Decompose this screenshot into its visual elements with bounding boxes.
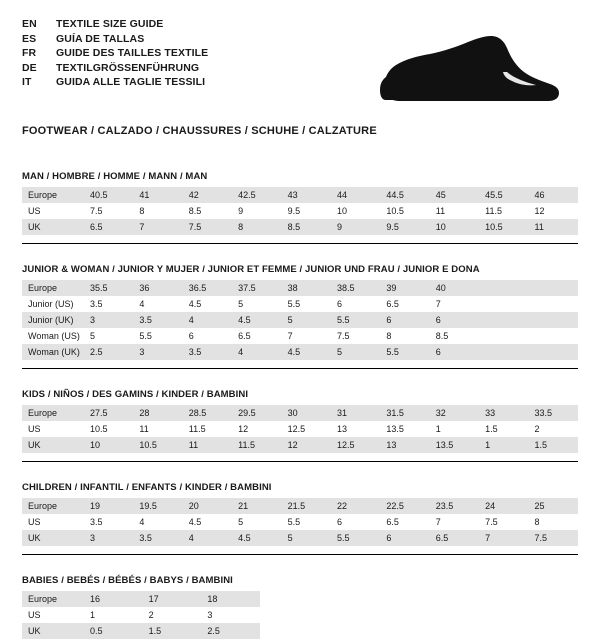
cell: 7 <box>479 530 528 546</box>
language-title-it: GUIDA ALLE TAGLIE TESSILI <box>56 76 206 88</box>
row-label: US <box>28 517 41 527</box>
cell: 13.5 <box>430 437 479 453</box>
table-row <box>22 280 578 296</box>
group-title-man: MAN / HOMBRE / HOMME / MANN / MAN <box>22 171 208 182</box>
cell: 12 <box>238 424 249 434</box>
cell: 45.5 <box>479 187 528 203</box>
group-kids <box>22 389 578 462</box>
group-title-junior-woman: JUNIOR & WOMAN / JUNIOR Y MUJER / JUNIOR ET FEMME / JUNIOR UND FRAU / JUNIOR E DONA <box>22 264 480 275</box>
cell: 6.5 <box>386 299 399 309</box>
cell: 24 <box>479 498 528 514</box>
cell: 8 <box>232 219 281 235</box>
cell: 6 <box>336 299 342 309</box>
cell: 8.5 <box>435 331 449 341</box>
cell: 5.5 <box>287 517 301 527</box>
cell: 44.5 <box>380 187 429 203</box>
table-row <box>22 607 260 623</box>
language-title-table <box>22 18 208 91</box>
cell <box>529 312 578 328</box>
language-row-it <box>22 76 208 91</box>
table-row <box>22 344 578 360</box>
cell: 6.5 <box>84 219 133 235</box>
table-row <box>22 530 578 546</box>
row-label: US <box>28 424 41 434</box>
dress-shoe-icon <box>370 34 560 111</box>
cell: 3.5 <box>90 517 103 527</box>
cell: 5 <box>238 299 244 309</box>
cell <box>529 280 578 296</box>
cell: 6 <box>380 530 429 546</box>
language-code-es: ES <box>22 32 37 45</box>
cell: 16 <box>84 591 143 607</box>
cell: 5.5 <box>331 312 380 328</box>
cell: 5 <box>331 344 380 360</box>
cell: 4.5 <box>232 312 281 328</box>
cell: 30 <box>282 405 331 421</box>
table-row <box>22 328 578 344</box>
cell: 33.5 <box>529 405 578 421</box>
cell: 12.5 <box>331 437 380 453</box>
cell: 6 <box>430 344 479 360</box>
cell: 7 <box>435 299 441 309</box>
cell: 10 <box>84 437 133 453</box>
cell: 2.5 <box>84 344 133 360</box>
cell: 9 <box>331 219 380 235</box>
table-row <box>22 219 578 235</box>
cell: 5 <box>238 517 244 527</box>
cell: 21.5 <box>282 498 331 514</box>
cell: 6.5 <box>238 331 251 341</box>
cell: 4 <box>183 312 232 328</box>
cell: 4.5 <box>282 344 331 360</box>
cell: 1.5 <box>143 623 202 639</box>
cell: 5 <box>90 331 96 341</box>
cell: 4.5 <box>188 299 202 309</box>
row-label: Woman (UK) <box>22 344 84 360</box>
cell: 7 <box>287 331 293 341</box>
table-row <box>22 296 578 312</box>
cell: 36 <box>133 280 182 296</box>
row-label: UK <box>22 623 84 639</box>
cell <box>479 344 528 360</box>
cell: 21 <box>232 498 281 514</box>
table-row <box>22 405 578 421</box>
table-row <box>22 591 260 607</box>
cell: 38.5 <box>331 280 380 296</box>
group-junior-woman <box>22 264 578 369</box>
cell: 3 <box>84 530 133 546</box>
cell: 35.5 <box>84 280 133 296</box>
cell: 3.5 <box>133 312 182 328</box>
group-title-children: CHILDREN / INFANTIL / ENFANTS / KINDER / BAMBINI <box>22 482 272 493</box>
cell: 1.5 <box>485 424 498 434</box>
cell: 9 <box>238 206 244 216</box>
cell: 40.5 <box>84 187 133 203</box>
section-divider <box>22 368 578 369</box>
cell: 46 <box>529 187 578 203</box>
cell: 31.5 <box>380 405 429 421</box>
cell: 44 <box>331 187 380 203</box>
language-code-en: EN <box>22 18 37 30</box>
cell: 36.5 <box>183 280 232 296</box>
cell: 5.5 <box>331 530 380 546</box>
cell: 6 <box>188 331 194 341</box>
cell: 40 <box>430 280 479 296</box>
cell: 42.5 <box>232 187 281 203</box>
cell: 10.5 <box>90 424 108 434</box>
cell: 11 <box>529 219 578 235</box>
cell: 18 <box>201 591 260 607</box>
group-title-babies: BABIES / BEBÉS / BÉBÉS / BABYS / BAMBINI <box>22 575 233 586</box>
cell: 7.5 <box>485 517 498 527</box>
cell: 45 <box>430 187 479 203</box>
cell: 28 <box>133 405 182 421</box>
cell: 6 <box>430 312 479 328</box>
cell: 13 <box>336 424 347 434</box>
cell: 4 <box>232 344 281 360</box>
cell: 1.5 <box>529 437 578 453</box>
group-title-kids: KIDS / NIÑOS / DES GAMINS / KINDER / BAMBINI <box>22 389 249 400</box>
cell: 5 <box>282 530 331 546</box>
cell: 7 <box>435 517 441 527</box>
cell: 6.5 <box>430 530 479 546</box>
row-label: Europe <box>22 405 84 421</box>
cell: 6 <box>336 517 342 527</box>
row-label: US <box>28 610 41 620</box>
table-row <box>22 498 578 514</box>
language-row-es <box>22 33 208 48</box>
language-row-fr <box>22 47 208 62</box>
row-label: Europe <box>22 187 84 203</box>
cell: 1 <box>479 437 528 453</box>
cell: 3 <box>207 610 213 620</box>
cell: 3.5 <box>183 344 232 360</box>
cell: 11 <box>435 206 446 216</box>
row-label: Europe <box>22 591 84 607</box>
section-divider <box>22 461 578 462</box>
language-code-de: DE <box>22 61 37 74</box>
cell: 8.5 <box>282 219 331 235</box>
size-table-man <box>22 187 578 235</box>
language-title-en: TEXTILE SIZE GUIDE <box>56 18 164 30</box>
cell <box>529 344 578 360</box>
cell: 10 <box>430 219 479 235</box>
cell: 28.5 <box>183 405 232 421</box>
cell: 22.5 <box>380 498 429 514</box>
language-code-it: IT <box>22 76 32 88</box>
cell: 4 <box>183 530 232 546</box>
cell: 29.5 <box>232 405 281 421</box>
cell: 3.5 <box>90 299 103 309</box>
language-row-en <box>22 18 208 33</box>
cell: 11 <box>139 424 149 434</box>
cell: 8 <box>139 206 145 216</box>
cell: 6.5 <box>386 517 399 527</box>
cell <box>479 312 528 328</box>
table-row <box>22 437 578 453</box>
row-label: UK <box>22 437 84 453</box>
cell: 12 <box>282 437 331 453</box>
table-row <box>22 514 578 530</box>
cell: 17 <box>143 591 202 607</box>
row-label: Europe <box>22 498 84 514</box>
cell: 4.5 <box>232 530 281 546</box>
cell: 3 <box>84 312 133 328</box>
cell: 33 <box>479 405 528 421</box>
cell <box>479 296 528 312</box>
row-label: Junior (US) <box>28 299 74 309</box>
cell: 6 <box>380 312 429 328</box>
language-row-de <box>22 62 208 77</box>
cell: 37.5 <box>232 280 281 296</box>
cell: 4.5 <box>188 517 202 527</box>
cell: 27.5 <box>84 405 133 421</box>
page-title: FOOTWEAR / CALZADO / CHAUSSURES / SCHUHE / CALZATURE <box>22 125 377 137</box>
cell: 31 <box>331 405 380 421</box>
cell: 7.5 <box>90 206 103 216</box>
cell: 11.5 <box>485 206 502 216</box>
row-label: UK <box>22 219 84 235</box>
cell: 10.5 <box>386 206 404 216</box>
table-row <box>22 623 260 639</box>
cell: 32 <box>430 405 479 421</box>
header <box>22 18 578 111</box>
cell: 41 <box>133 187 182 203</box>
size-table-children <box>22 498 578 546</box>
cell: 2.5 <box>201 623 260 639</box>
cell: 10 <box>336 206 347 216</box>
section-divider <box>22 243 578 244</box>
group-babies <box>22 575 578 639</box>
cell: 13.5 <box>386 424 404 434</box>
cell: 4 <box>139 517 145 527</box>
cell: 5.5 <box>287 299 301 309</box>
cell: 42 <box>183 187 232 203</box>
cell: 8.5 <box>188 206 202 216</box>
section-divider <box>22 554 578 555</box>
cell: 43 <box>282 187 331 203</box>
cell: 11.5 <box>188 424 206 434</box>
language-title-es: GUÍA DE TALLAS <box>56 32 145 45</box>
language-title-fr: GUIDE DES TAILLES TEXTILE <box>56 47 209 59</box>
group-man <box>22 171 578 244</box>
cell: 8 <box>534 517 540 527</box>
cell: 7 <box>133 219 182 235</box>
cell: 2 <box>148 610 154 620</box>
cell: 12 <box>534 206 545 216</box>
table-row <box>22 203 578 219</box>
cell: 1 <box>435 424 441 434</box>
cell: 3 <box>133 344 182 360</box>
cell: 3.5 <box>133 530 182 546</box>
row-label: Woman (US) <box>28 331 80 341</box>
cell: 19.5 <box>133 498 182 514</box>
cell: 13 <box>380 437 429 453</box>
table-row <box>22 421 578 437</box>
cell: 11.5 <box>232 437 281 453</box>
cell: 5.5 <box>139 331 152 341</box>
size-table-junior-woman <box>22 280 578 360</box>
table-row <box>22 187 578 203</box>
cell: 38 <box>282 280 331 296</box>
cell <box>479 328 528 344</box>
size-table-kids <box>22 405 578 453</box>
row-label: Junior (UK) <box>22 312 84 328</box>
cell <box>479 280 528 296</box>
cell: 5.5 <box>380 344 429 360</box>
cell: 9.5 <box>287 206 301 216</box>
cell: 7.5 <box>529 530 578 546</box>
cell <box>529 296 578 312</box>
cell: 0.5 <box>84 623 143 639</box>
cell: 22 <box>331 498 380 514</box>
table-row <box>22 312 578 328</box>
row-label: US <box>28 206 41 216</box>
row-label: UK <box>22 530 84 546</box>
cell: 11 <box>183 437 232 453</box>
cell: 10.5 <box>479 219 528 235</box>
cell: 8 <box>386 331 392 341</box>
cell: 12.5 <box>287 424 306 434</box>
cell: 10.5 <box>133 437 182 453</box>
cell: 7.5 <box>336 331 350 341</box>
cell: 5 <box>282 312 331 328</box>
row-label: Europe <box>22 280 84 296</box>
language-code-fr: FR <box>22 47 37 59</box>
language-title-body <box>22 18 208 91</box>
cell: 20 <box>183 498 232 514</box>
cell <box>529 328 578 344</box>
language-title-de: TEXTILGRÖSSENFÜHRUNG <box>56 61 200 74</box>
cell: 39 <box>380 280 429 296</box>
cell: 1 <box>90 610 96 620</box>
cell: 2 <box>534 424 540 434</box>
cell: 19 <box>84 498 133 514</box>
cell: 25 <box>529 498 578 514</box>
cell: 7.5 <box>183 219 232 235</box>
cell: 4 <box>139 299 145 309</box>
size-table-babies <box>22 591 260 639</box>
group-children <box>22 482 578 555</box>
cell: 9.5 <box>380 219 429 235</box>
cell: 23.5 <box>430 498 479 514</box>
